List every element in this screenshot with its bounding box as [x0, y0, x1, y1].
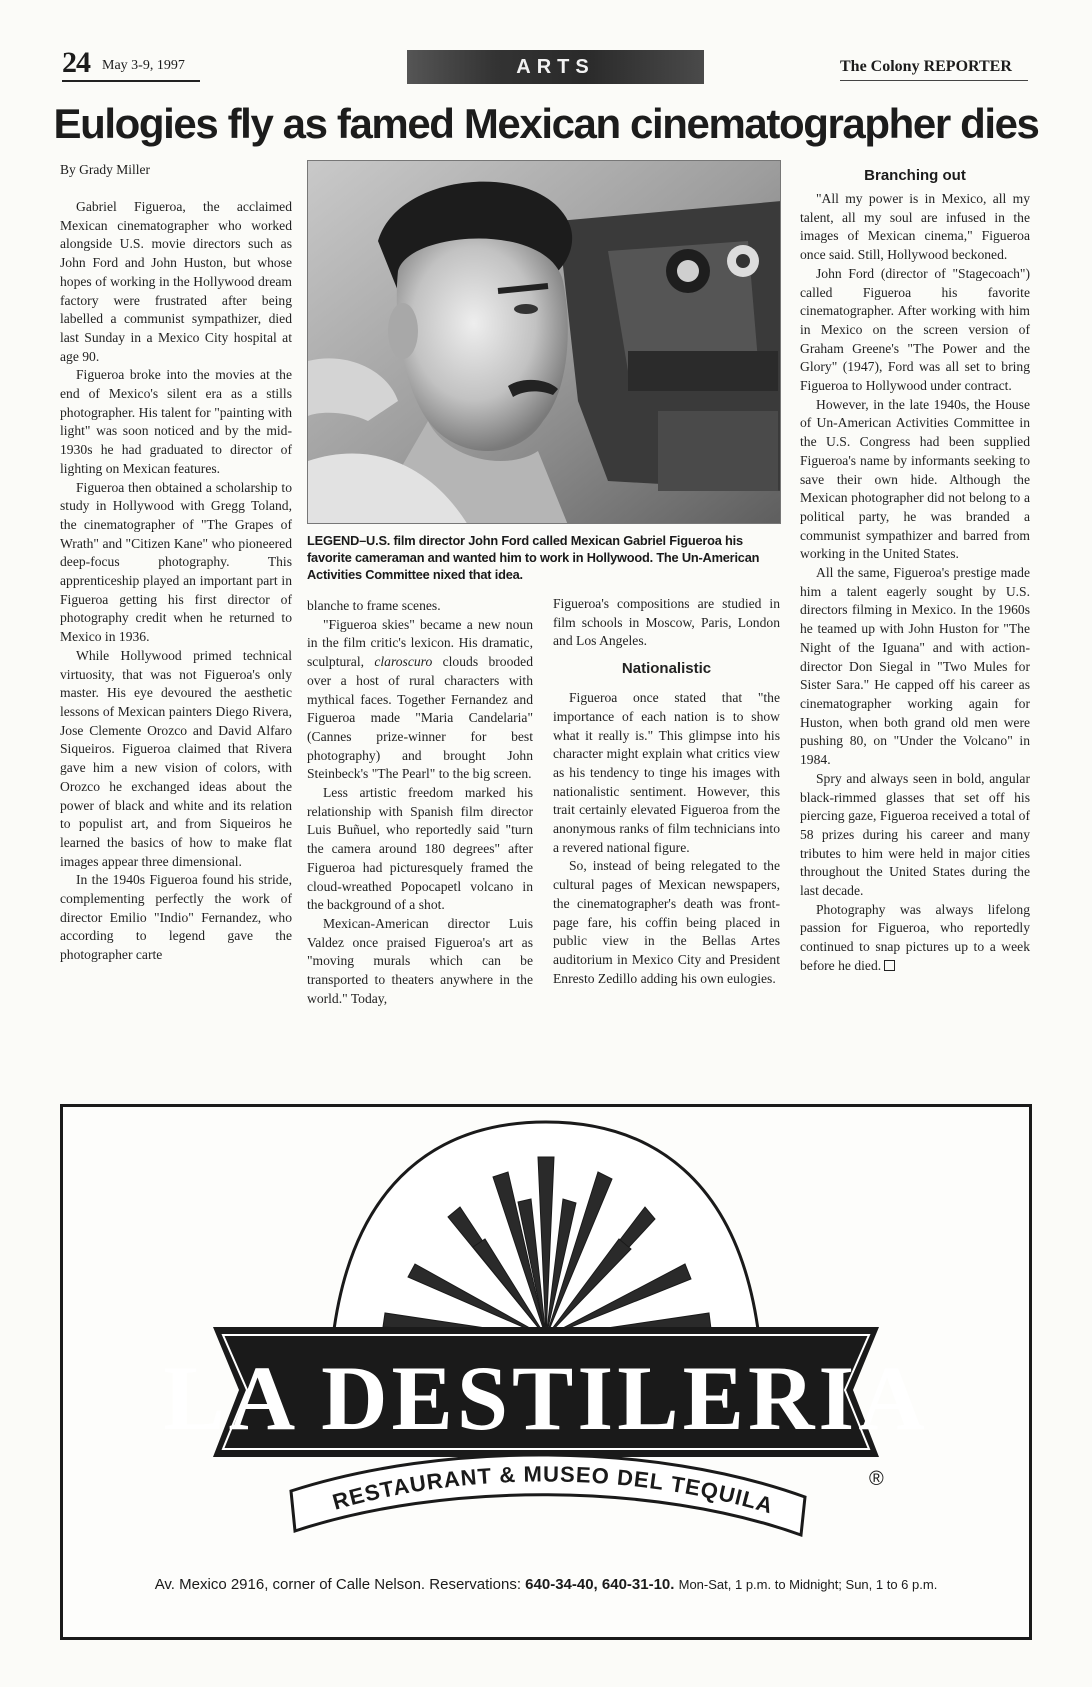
registered-mark: ® — [869, 1468, 884, 1490]
byline: By Grady Miller — [60, 162, 150, 177]
paragraph: In the 1940s Figueroa found his stride, complementing perfectly the work of director Emilio "Indio" Fernandez, who according to legend gave the photographer carte — [60, 872, 292, 963]
logo-ribbon-text-path: RESTAURANT & MUSEO DEL TEQUILA — [329, 1461, 777, 1519]
ad-reservations-label: Reservations: — [429, 1576, 521, 1593]
page-number: 24 — [62, 46, 90, 79]
article-column-2 — [307, 597, 533, 1008]
headline: Eulogies fly as famed Mexican cinematographer dies — [53, 100, 1039, 147]
article-photo — [307, 160, 781, 524]
paragraph: Mexican-American director Luis Valdez once praised Figueroa's art as "moving murals which can be transported to theaters anywhere in the world." Today, — [307, 915, 533, 1006]
logo-wordmark: LA DESTILERIA — [163, 1347, 929, 1449]
ad-hours: Mon-Sat, 1 p.m. to Midnight; Sun, 1 to 6 p.m. — [678, 1577, 938, 1592]
newspaper-name: The Colony REPORTER — [840, 58, 1012, 75]
paragraph: So, instead of being relegated to the cultural pages of Mexican newspapers, the cinematographer's death was front-page fare, his coffin being placed in public view in the Bellas Artes auditorium in Mexico City and President Enresto Zedillo adding his own eulogies. — [553, 858, 780, 986]
section-label: ARTS — [407, 50, 704, 84]
folio-rule — [62, 80, 200, 82]
emphasis-term: claroscuro — [374, 654, 433, 670]
issue-date: May 3-9, 1997 — [102, 58, 185, 73]
paragraph — [800, 901, 1030, 976]
subhead-branching-out: Branching out — [864, 167, 966, 184]
paragraph — [307, 616, 533, 784]
article-column-4 — [800, 190, 1030, 976]
paragraph: While Hollywood primed technical virtuosity, that was not Figueroa's only master. His eye devoured the aesthetic lessons of Mexican painters Diego Rivera, Jose Clemente Orozco and David Alfaro Siqueiros. Figueroa claimed that Rivera gave him a new vision of colors, with Orozco he exchanged ideas about the power of black and white and its relation to populist art, and from Siqueiros he learned the basics of how to make flat images appear three dimensional. — [60, 647, 292, 869]
paragraph: However, in the late 1940s, the House of Un-American Activities Committee in the U.S. Congress had been supplied Figueroa's name by informants seeking to save their own hide. Although the Mexican photographer did not belong to a political party, he was branded a communist sympathizer and barred from working in the United States. — [800, 396, 1030, 562]
paragraph: blanche to frame scenes. — [307, 598, 441, 613]
paragraph: Figueroa once stated that "the importance of each nation is to show what it really is." This glimpse into his character might explain what critics view as his tendency to tinge his images with nationalistic sentiment. However, this trait certainly elevated Figueroa from the anonymous ranks of film technicians into a revered national figure. — [553, 690, 780, 855]
la-destileria-logo — [63, 1107, 1029, 1577]
paragraph-text: clouds brooded over a host of rural characters with mythical faces. Together Fernandez and Figueroa made "Maria Candelaria" (Cannes prize-winner for best photography) and brought John Steinbeck's "The Pearl" to the big screen. — [307, 654, 533, 782]
photo-cinematographer-with-camera — [308, 161, 781, 524]
paragraph: Figueroa broke into the movies at the end of Mexico's silent era as a stills photographer. His talent for "painting with light" was soon noticed and by the mid-1930s he had graduated to director of lighting on Mexican features. — [60, 367, 292, 476]
paragraph: Figueroa then obtained a scholarship to study in Hollywood with Gregg Toland, the cinematographer of "The Grapes of Wrath" and "Citizen Kane" who pioneered deep-focus photography. This apprenticeship played an important part in Figueroa getting his first director of photography credit when he returned to Mexico in 1936. — [60, 479, 292, 645]
ad-address: Av. Mexico 2916, corner of Calle Nelson. — [154, 1576, 426, 1593]
paragraph: Gabriel Figueroa, the acclaimed Mexican cinematographer who worked alongside U.S. movie directors such as John Ford and John Huston, but whose hopes of working in the Hollywood dream factory were frustrated after being labelled a communist sympathizer, died last Sunday in a Mexico City hospital at age 90. — [60, 199, 292, 364]
paragraph-text: Photography was always lifelong passion for Figueroa, who reportedly continued to snap pictures up to a week before he died. — [800, 901, 1030, 973]
article-column-3 — [553, 595, 780, 988]
paragraph: Spry and always seen in bold, angular black-rimmed glasses that set off his piercing gaze, Figueroa received a total of 58 prizes during his career and many tributes to him were held in major cities throughout the United States during the last decade. — [800, 770, 1030, 899]
paragraph: All the same, Figueroa's prestige made him a talent eagerly sought by U.S. directors filming in Mexico. In the 1960s he teamed up with John Huston for "The Night of the Iguana" and with action-director Don Siegal in "Two Mules for Sister Sara." He capped off his career as cinematographer working again for Huston, when both grand old men were pushing 80, on "Under the Volcano" in 1984. — [800, 565, 1030, 768]
paragraph-text: "Figueroa skies" became a new noun in the film critic's lexicon. His dramatic, sculptural, — [307, 616, 533, 670]
masthead-rule — [840, 80, 1028, 81]
paragraph: Figueroa's compositions are studied in film schools in Moscow, Paris, London and Los Angeles. — [553, 596, 780, 649]
article-column-1 — [60, 198, 292, 965]
paragraph: "All my power is in Mexico, all my talent, all my soul are infused in the images of Mexican cinema," Figueroa once said. Still, Hollywood beckoned. — [800, 191, 1030, 263]
end-mark-icon — [884, 960, 895, 971]
photo-caption: LEGEND–U.S. film director John Ford called Mexican Gabriel Figueroa his favorite cameraman and wanted him to work in Hollywood. The Un-American Activities Committee nixed that idea. — [307, 533, 760, 582]
ad-phone-numbers: 640-34-40, 640-31-10. — [525, 1576, 675, 1593]
advertisement — [60, 1104, 1032, 1640]
paragraph: John Ford (director of "Stagecoach") called Figueroa his favorite cinematographer. After working with him in Mexico on the screen version of Graham Greene's "The Power and the Glory" (1947), Ford was all set to bring Figueroa to Hollywood under contract. — [800, 265, 1030, 394]
subhead-nationalistic: Nationalistic — [621, 660, 712, 678]
paragraph: Less artistic freedom marked his relationship with Spanish film director Luis Buñuel, who reportedly said "turn the camera around 180 degrees" after Figueroa had picturesquely framed the cloud-wreathed Popocapetl volcano in the background of a shot. — [307, 785, 533, 913]
ad-contact-line — [60, 1576, 1032, 1593]
